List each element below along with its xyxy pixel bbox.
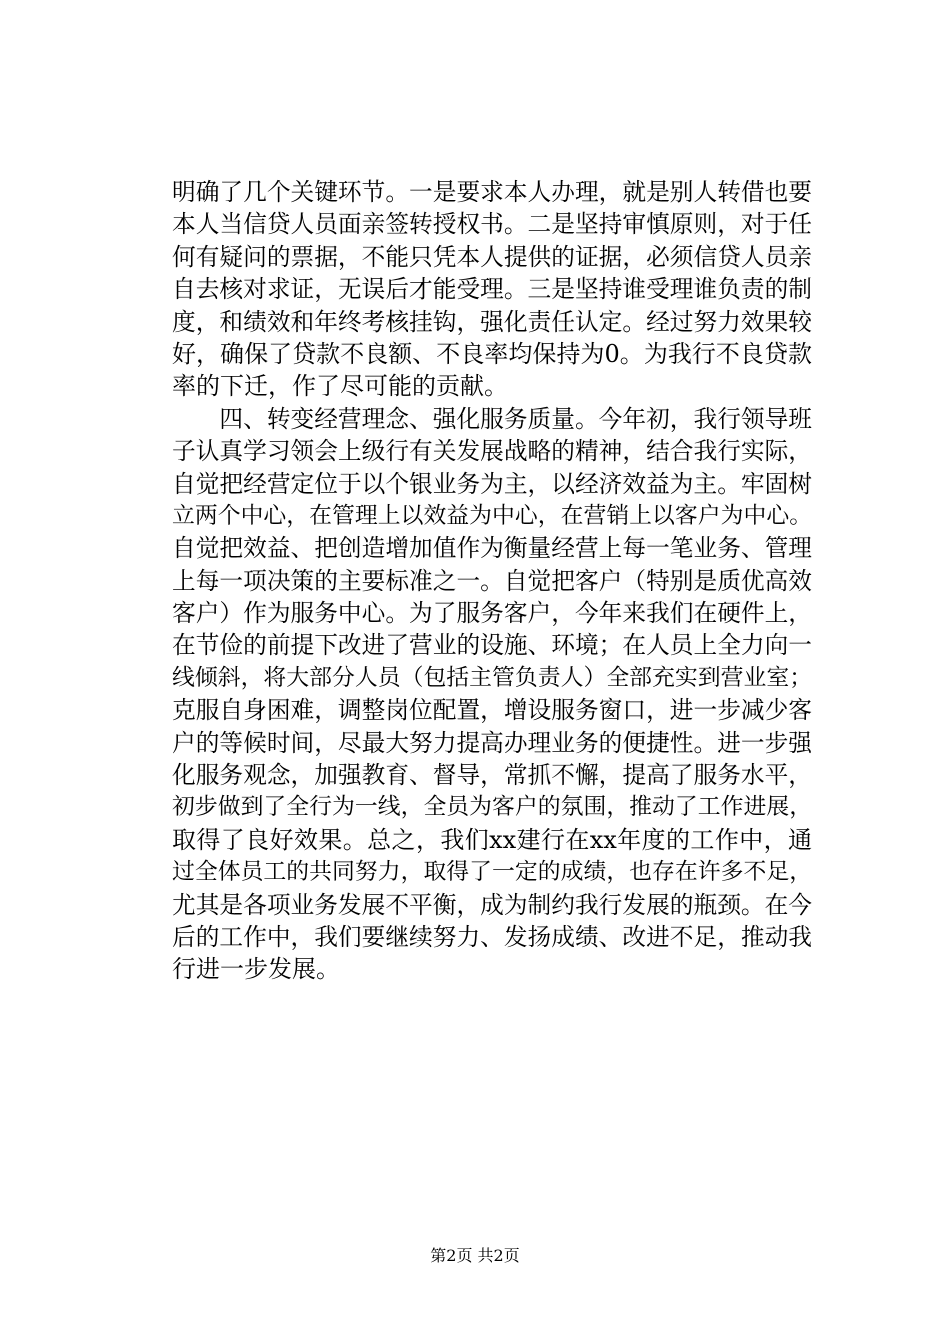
text-line: 克服自身困难，调整岗位配置，增设服务窗口，进一步减少客: [172, 696, 812, 725]
text-line: 本人当信贷人员面亲签转授权书。二是坚持审慎原则，对于任: [172, 210, 812, 239]
text-line: 率的下迁，作了尽可能的贡献。: [172, 372, 508, 401]
text-line: 后的工作中，我们要继续努力、发扬成绩、改进不足，推动我: [172, 922, 812, 951]
text-line: 立两个中心，在管理上以效益为中心，在营销上以客户为中心。: [172, 502, 813, 529]
text-line: 尤其是各项业务发展不平衡，成为制约我行发展的瓶颈。在今: [172, 890, 812, 919]
text-line: 上每一项决策的主要标准之一。自觉把客户（特别是质优高效: [172, 566, 812, 595]
text-line: 自去核对求证，无误后才能受理。三是坚持谁受理谁负责的制: [172, 275, 812, 304]
text-line: 自觉把经营定位于以个银业务为主，以经济效益为主。牢固树: [172, 469, 812, 498]
text-line: 好，确保了贷款不良额、不良率均保持为0。为我行不良贷款: [172, 339, 812, 368]
text-line: 线倾斜，将大部分人员（包括主管负责人）全部充实到营业室；: [172, 664, 813, 691]
text-line: 何有疑问的票据，不能只凭本人提供的证据，必须信贷人员亲: [172, 242, 812, 271]
text-line: 四、转变经营理念、强化服务质量。今年初，我行领导班: [172, 404, 812, 433]
text-line: 明确了几个关键环节。一是要求本人办理，就是别人转借也要: [172, 178, 812, 206]
text-line: 初步做到了全行为一线，全员为客户的氛围，推动了工作进展，: [172, 794, 813, 821]
page-footer: [0, 1246, 950, 1266]
text-line: 取得了良好效果。总之，我们xx建行在xx年度的工作中，通: [172, 825, 812, 854]
page-number-label: 第2页 共2页: [430, 1246, 520, 1265]
text-line: 度，和绩效和年终考核挂钩，强化责任认定。经过努力效果较: [172, 307, 812, 336]
text-line: 化服务观念，加强教育、督导，常抓不懈，提高了服务水平，: [172, 761, 812, 790]
text-line: 过全体员工的共同努力，取得了一定的成绩，也存在许多不足，: [172, 859, 813, 886]
body-text: [172, 176, 812, 986]
text-line: 子认真学习领会上级行有关发展战略的精神，结合我行实际，: [172, 437, 812, 466]
text-line: 客户）作为服务中心。为了服务客户，今年来我们在硬件上，: [172, 599, 812, 628]
text-line: 在节俭的前提下改进了营业的设施、环境；在人员上全力向一: [172, 631, 812, 660]
text-line: 行进一步发展。: [172, 955, 340, 984]
text-line: 户的等候时间，尽最大努力提高办理业务的便捷性。进一步强: [172, 728, 812, 757]
text-line: 自觉把效益、把创造增加值作为衡量经营上每一笔业务、管理: [172, 534, 812, 563]
